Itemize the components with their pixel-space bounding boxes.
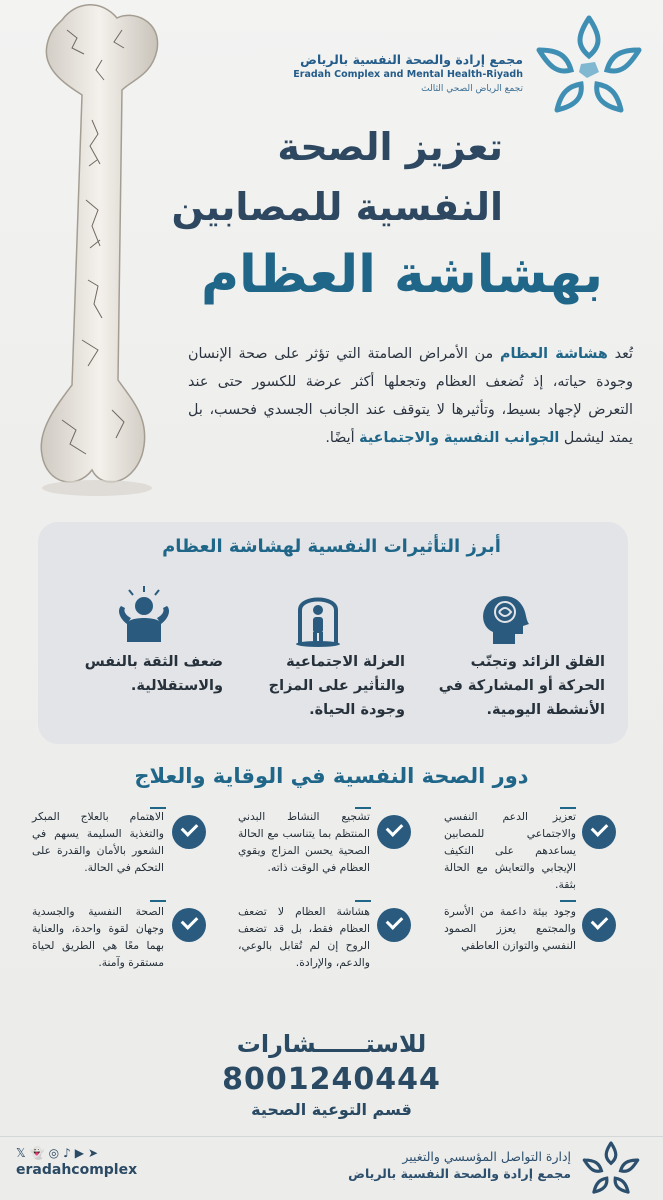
divider-dash [355, 900, 371, 902]
x-icon[interactable]: 𝕏 [16, 1146, 26, 1160]
snapchat-icon[interactable]: 👻 [29, 1146, 45, 1160]
person-isolated-icon [283, 588, 353, 648]
telegram-icon[interactable]: ➤ [88, 1146, 99, 1160]
social-handle[interactable]: eradahcomplex [16, 1162, 138, 1178]
divider-dash [150, 900, 166, 902]
cracked-bone-illustration [22, 0, 172, 500]
intro-text-3: أيضًا. [325, 430, 360, 446]
effect-isolation: العزلة الاجتماعية والتأثير على المزاج وجودة الحياة. [268, 654, 405, 718]
role-item-1: تعزيز الدعم النفسي والاجتماعي للمصابين يساعدهم على التكيف الإيجابي والتعايش مع الحالة بثقة. [444, 810, 576, 891]
title-line-3: بهشاشة العظام [200, 245, 603, 305]
intro-highlight-1: هشاشة العظام [499, 346, 608, 362]
consult-label: للاستــــــشارات [236, 1030, 427, 1058]
role-item-5: هشاشة العظام لا تضعف العظام فقط، بل قد تضعف الروح إن لم تُقابل بالوعي، والدعم، والإرادة. [238, 905, 370, 969]
role-item-6: الصحة النفسية والجسدية وجهان لقوة واحدة، والعناية بهما معًا هي الطريق لحياة مستقرة وآمنة. [32, 905, 164, 969]
role-item-2: تشجيع النشاط البدني المنتظم بما يتناسب مع الحالة الصحية يحسن المزاج ويقوي العظام في الوقت ذاته. [238, 810, 370, 874]
tiktok-icon[interactable]: ♪ [63, 1146, 71, 1160]
footer-divider [0, 1136, 663, 1137]
cluster-name: تجمع الرياض الصحي الثالث [421, 84, 523, 94]
check-icon [172, 815, 206, 849]
org-name-en: Eradah Complex and Mental Health-Riyadh [293, 69, 523, 80]
instagram-icon[interactable]: ◎ [48, 1146, 60, 1160]
effect-confidence: ضعف الثقة بالنفس والاستقلالية. [84, 654, 223, 694]
intro-highlight-2: الجوانب النفسية والاجتماعية [359, 430, 560, 446]
intro-text-2: من الأمراض الصامتة التي تؤثر على صحة الإنسان وجودة حياته، إذ تُضعف العظام وتجعلها أكثر عرضة للكسور حتى عند التعرض لإجهاد بسيط، وتأثيرها لا يتوقف عند الجانب الجسدي فحسب، بل يمتد ليشمل [188, 346, 633, 446]
role-title: دور الصحة النفسية في الوقاية والعلاج [134, 764, 529, 788]
youtube-icon[interactable]: ▶ [74, 1146, 85, 1160]
title-line-2: النفسية للمصابين [171, 185, 503, 229]
consult-department: قسم التوعية الصحية [251, 1100, 412, 1119]
check-icon [582, 908, 616, 942]
org-name-ar: مجمع إرادة والصحة النفسية بالرياض [300, 52, 523, 67]
role-item-3: الاهتمام بالعلاج المبكر والتغذية السليمة يسهم في الشعور بالأمان والقدرة على التحكم في الحالة. [32, 810, 164, 874]
footer-department: إدارة التواصل المؤسسي والتغيير [402, 1149, 571, 1164]
brain-head-icon [471, 588, 541, 648]
role-item-4: وجود بيئة داعمة من الأسرة والمجتمع يعزز الصمود النفسي والتوازن العاطفي [444, 905, 576, 952]
effect-anxiety: القلق الزائد وتجنّب الحركة أو المشاركة في الأنشطة اليومية. [438, 654, 605, 718]
title-line-1: تعزيز الصحة [277, 125, 503, 169]
check-icon [377, 815, 411, 849]
eradah-logo-icon [529, 8, 649, 118]
check-icon [377, 908, 411, 942]
intro-paragraph [188, 340, 633, 452]
check-icon [582, 815, 616, 849]
intro-text-1: تُعد [607, 346, 633, 362]
check-icon [172, 908, 206, 942]
weak-person-icon [109, 584, 179, 644]
consult-phone[interactable]: 8001240444 [222, 1062, 441, 1097]
effects-title: أبرز التأثيرات النفسية لهشاشة العظام [162, 536, 501, 557]
eradah-logo-icon [579, 1136, 643, 1198]
social-icons [16, 1146, 98, 1160]
divider-dash [560, 900, 576, 902]
footer-org: مجمع إرادة والصحة النفسية بالرياض [348, 1166, 571, 1181]
